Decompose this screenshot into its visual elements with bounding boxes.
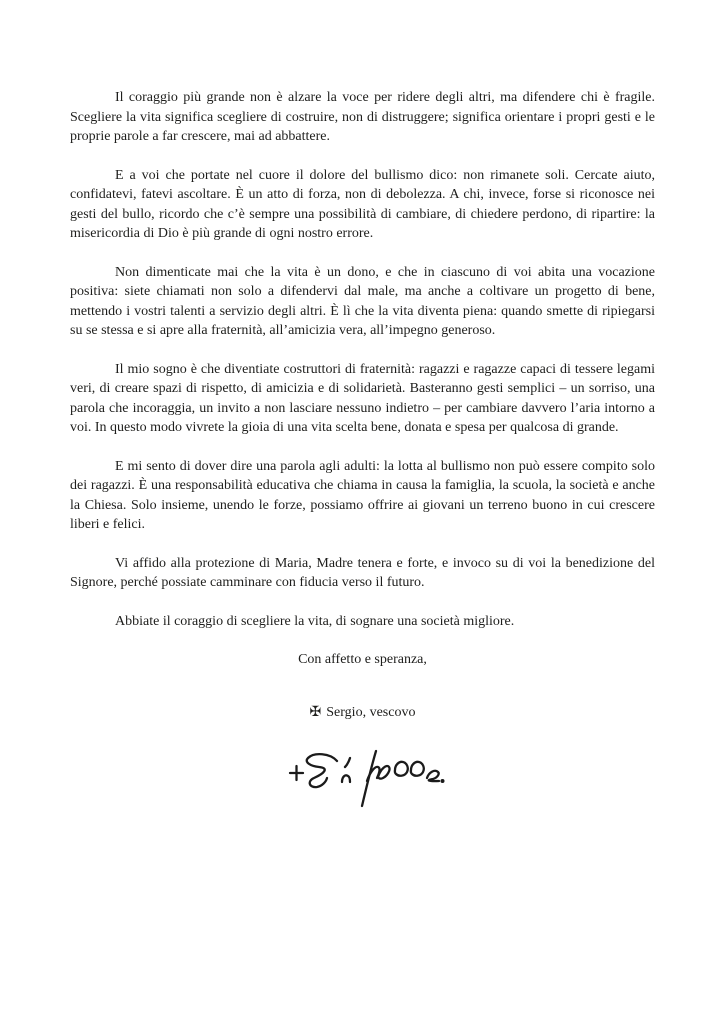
letter-paragraph-4: Il mio sogno è che diventiate costruttori di fraternità: ragazzi e ragazze capaci di tessere legami veri, di creare spazi di rispetto, di amicizia e di solidarietà. Basteranno gesti semplici – un sorriso, una parola che incoraggia, un invito a non lasciare nessuno indietro – per cambiare davvero l’aria intorno a voi. In questo modo vivrete la gioia di una vita scelta bene, donata e spesa per qualcosa di grande. — [70, 361, 655, 435]
letter-paragraph-2: E a voi che portate nel cuore il dolore del bullismo dico: non rimanete soli. Cercate aiuto, confidatevi, fatevi ascoltare. È un atto di forza, non di debolezza. A chi, invece, forse si riconosce nei gesti del bullo, ricordo che c’è sempre una possibilità di cambiare, di chiedere perdono, di ripartire: la misericordia di Dio è più grande di ogni nostro errore. — [70, 167, 655, 241]
signature-block — [70, 740, 655, 823]
signatory-line — [70, 703, 655, 723]
episcopal-cross-icon: ✠ — [309, 704, 322, 720]
signatory-name: Sergio, vescovo — [326, 704, 416, 720]
closing-salutation: Con affetto e speranza, — [298, 652, 427, 667]
letter-paragraph-3: Non dimenticate mai che la vita è un dono, e che in ciascuno di voi abita una vocazione positiva: siete chiamati non solo a difendervi dal male, ma anche a coltivare un progetto di bene, mettendo i vostri talenti a servizio degli altri. È lì che la vita diventa piena: quando smette di ripiegarsi su se stessa e si apre alla fraternità, all’amicizia vera, all’impegno generoso. — [70, 264, 655, 338]
letter-paragraph-5: E mi sento di dover dire una parola agli adulti: la lotta al bullismo non può essere compito solo dei ragazzi. È una responsabilità educativa che chiama in causa la famiglia, la scuola, la società e anche la Chiesa. Solo insieme, unendo le forze, possiamo offrire ai giovani un terreno buono in cui crescere liberi e felici. — [70, 458, 655, 532]
letter-paragraph-6: Vi affido alla protezione di Maria, Madre tenera e forte, e invoco su di voi la benedizione del Signore, perché possiate camminare con fiducia verso il futuro. — [70, 555, 655, 590]
letter-paragraph-1: Il coraggio più grande non è alzare la voce per ridere degli altri, ma difendere chi è fragile. Scegliere la vita significa scegliere di costruire, non di distruggere; significa orientare i propri gesti e le proprie parole a far crescere, mai ad abbattere. — [70, 90, 655, 144]
handwritten-signature-image — [283, 740, 463, 818]
letter-paragraph-7: Abbiate il coraggio di scegliere la vita, di sognare una società migliore. — [115, 613, 515, 629]
